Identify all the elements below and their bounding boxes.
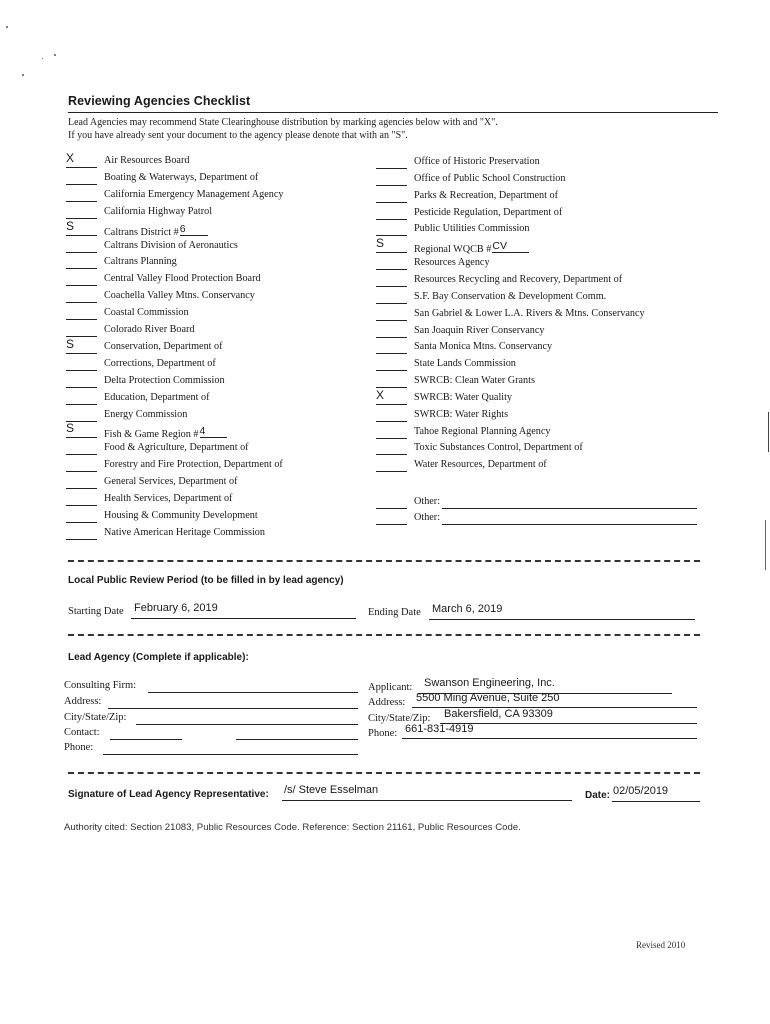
agency-name: Public Utilities Commission [414, 223, 530, 235]
check-blank[interactable] [376, 341, 407, 354]
agency-name: SWRCB: Water Rights [414, 408, 509, 420]
agency-name: State Lands Commission [414, 358, 516, 370]
check-blank[interactable] [66, 375, 97, 388]
agency-label [414, 426, 551, 437]
check-blank[interactable] [376, 325, 407, 338]
agency-name: Parks & Recreation, Department of [414, 189, 558, 201]
agency-label [414, 341, 552, 352]
scan-speck [22, 74, 24, 76]
agency-label [414, 442, 583, 453]
agency-name: SWRCB: Clean Water Grants [414, 375, 535, 387]
agency-label [104, 425, 227, 440]
check-blank[interactable] [66, 442, 97, 455]
agency-name: Santa Monica Mtns. Conservancy [414, 341, 553, 353]
agency-name: Resources Recycling and Recovery, Department of [414, 273, 623, 285]
check-blank[interactable] [376, 156, 407, 169]
agency-label [104, 240, 238, 251]
agency-name: Caltrans Division of Aeronautics [104, 239, 238, 251]
other-label: Other: [414, 512, 441, 523]
scan-speck [42, 58, 43, 59]
lead-agency-heading: Lead Agency (Complete if applicable): [68, 652, 249, 663]
applicant-phone-value[interactable]: 661-831-4919 [405, 723, 474, 735]
intro-line-2: If you have already sent your document to the agency please denote that with an "S". [68, 130, 408, 141]
check-blank[interactable] [66, 476, 97, 489]
check-blank[interactable] [66, 240, 97, 253]
phone-line[interactable] [103, 754, 358, 755]
agency-label [414, 358, 516, 369]
agency-label [104, 493, 232, 504]
agency-name: Corrections, Department of [104, 357, 216, 369]
agency-label [414, 274, 622, 285]
check-blank[interactable] [376, 375, 407, 388]
agency-label [414, 190, 558, 201]
contact-line[interactable] [110, 739, 182, 740]
agency-label [104, 189, 283, 200]
starting-date-value[interactable]: February 6, 2019 [134, 602, 218, 614]
agency-number[interactable]: 6 [180, 223, 208, 236]
agency-label [414, 459, 547, 470]
agency-name: Coachella Valley Mtns. Conservancy [104, 290, 255, 302]
agency-label [104, 341, 223, 352]
check-blank[interactable] [66, 336, 97, 354]
address-label: Address: [64, 696, 102, 707]
starting-date-label: Starting Date [68, 606, 124, 617]
check-blank[interactable] [66, 290, 97, 303]
agency-name: Toxic Substances Control, Department of [414, 442, 583, 454]
agency-label [414, 375, 535, 386]
agency-label [104, 442, 249, 453]
agency-label [104, 409, 187, 420]
check-blank[interactable] [376, 512, 407, 525]
agency-label [414, 409, 508, 420]
signature-value[interactable]: /s/ Steve Esselman [284, 784, 379, 796]
agency-label [104, 527, 265, 538]
intro-line-1: Lead Agencies may recommend State Clearinghouse distribution by marking agencies below with and "X". [68, 117, 498, 128]
ending-date-label: Ending Date [368, 607, 421, 618]
check-blank[interactable] [376, 409, 407, 422]
consulting-firm-label: Consulting Firm: [64, 680, 137, 691]
scan-speck [54, 54, 56, 56]
agency-name: Office of Historic Preservation [414, 156, 540, 167]
applicant-city-line [440, 723, 697, 724]
agency-label [104, 459, 283, 470]
agency-name: S.F. Bay Conservation & Development Comm. [414, 290, 607, 302]
agency-name: Water Resources, Department of [414, 459, 547, 471]
check-blank[interactable] [376, 459, 407, 472]
agency-label [414, 291, 606, 302]
agency-name: Energy Commission [104, 408, 188, 420]
city-state-zip-label: City/State/Zip: [64, 712, 127, 723]
agency-name: Housing & Community Development [104, 509, 258, 521]
page-title: Reviewing Agencies Checklist [68, 94, 251, 108]
signature-line [282, 800, 572, 801]
agency-label [104, 155, 189, 166]
ending-date-value[interactable]: March 6, 2019 [432, 603, 503, 615]
check-blank[interactable] [376, 173, 407, 186]
agency-name: Food & Agriculture, Department of [104, 442, 249, 454]
address-line[interactable] [108, 708, 358, 709]
check-blank[interactable] [66, 273, 97, 286]
check-blank[interactable] [376, 308, 407, 321]
agency-label [414, 173, 565, 184]
agency-name: Boating & Waterways, Department of [104, 171, 259, 183]
agency-label [414, 257, 490, 268]
agency-name: Coastal Commission [104, 307, 189, 319]
agency-name: Pesticide Regulation, Department of [414, 206, 563, 218]
agency-name: SWRCB: Water Quality [414, 391, 513, 403]
scan-edge-mark [768, 412, 769, 452]
check-blank[interactable] [66, 421, 97, 438]
contact-line[interactable] [236, 739, 358, 740]
section-divider [68, 560, 700, 562]
revised-note: Revised 2010 [636, 940, 686, 950]
agency-number[interactable]: 4 [200, 425, 228, 438]
check-blank[interactable] [66, 493, 97, 506]
check-blank[interactable] [66, 151, 97, 168]
check-blank[interactable] [376, 358, 407, 371]
agency-name: Delta Protection Commission [104, 374, 225, 386]
agency-name: Education, Department of [104, 391, 210, 403]
check-blank[interactable] [376, 223, 407, 236]
starting-date-line [131, 618, 356, 619]
applicant-address-value[interactable]: 5500 Ming Avenue, Suite 250 [416, 692, 560, 704]
check-blank[interactable] [66, 409, 97, 422]
review-period-heading: Local Public Review Period (to be filled in by lead agency) [68, 575, 344, 586]
check-mark: X [376, 387, 385, 402]
agency-label [414, 325, 544, 336]
date-value[interactable]: 02/05/2019 [613, 785, 669, 797]
applicant-phone-line [402, 738, 697, 739]
authority-citation: Authority cited: Section 21083, Public Resources Code. Reference: Section 21161, Public Resources Code. [64, 822, 521, 833]
check-blank[interactable] [376, 190, 407, 203]
title-underline [68, 112, 718, 113]
agency-name: San Joaquin River Conservancy [414, 324, 545, 336]
date-line [612, 801, 700, 802]
check-blank[interactable] [66, 510, 97, 523]
agency-name: Conservation, Department of [104, 340, 223, 352]
signature-label: Signature of Lead Agency Representative: [68, 789, 269, 800]
check-blank[interactable] [66, 307, 97, 320]
agency-name: Tahoe Regional Planning Agency [414, 425, 551, 437]
agency-name: Native American Heritage Commission [104, 526, 265, 538]
applicant-phone-label: Phone: [368, 728, 398, 739]
check-blank[interactable] [66, 218, 97, 236]
applicant-city-value[interactable]: Bakersfield, CA 93309 [444, 708, 553, 720]
other-entry-line[interactable] [442, 508, 697, 509]
city-state-zip-line[interactable] [136, 724, 358, 725]
agency-label [104, 510, 258, 521]
check-mark: S [66, 336, 75, 351]
check-blank[interactable] [66, 206, 97, 219]
check-blank[interactable] [376, 442, 407, 455]
date-label: Date: [585, 790, 611, 801]
section-divider [68, 772, 700, 774]
check-blank[interactable] [66, 172, 97, 185]
agency-name: Office of Public School Construction [414, 172, 566, 184]
consulting-firm-line[interactable] [148, 692, 358, 693]
agency-label [104, 324, 195, 335]
scan-edge-mark [765, 520, 766, 570]
agency-name: Regional WQCB # [414, 244, 492, 256]
check-blank[interactable] [66, 392, 97, 405]
check-mark: S [66, 218, 75, 233]
agency-name: San Gabriel & Lower L.A. Rivers & Mtns. Conservancy [414, 307, 645, 319]
check-blank[interactable] [66, 459, 97, 472]
agency-label [104, 307, 189, 318]
check-blank[interactable] [376, 257, 407, 270]
agency-name: Health Services, Department of [104, 493, 233, 504]
check-blank[interactable] [66, 324, 97, 337]
check-blank[interactable] [376, 236, 407, 253]
agency-label [104, 256, 177, 267]
section-divider [68, 634, 700, 636]
agency-name: Caltrans District # [104, 226, 179, 238]
check-blank[interactable] [376, 207, 407, 220]
check-mark: S [376, 236, 385, 251]
check-blank[interactable] [66, 256, 97, 269]
check-blank[interactable] [66, 527, 97, 540]
phone-label: Phone: [64, 742, 94, 753]
check-mark: S [66, 421, 75, 436]
agency-name: General Services, Department of [104, 476, 238, 488]
agency-label [104, 206, 212, 217]
agency-name: Central Valley Flood Protection Board [104, 273, 261, 285]
agency-label [104, 172, 258, 183]
applicant-value[interactable]: Swanson Engineering, Inc. [424, 677, 555, 689]
other-entry-line[interactable] [442, 524, 697, 525]
agency-label [414, 207, 562, 218]
agency-label [414, 156, 540, 167]
check-blank[interactable] [376, 274, 407, 287]
agency-label [104, 273, 261, 284]
check-blank[interactable] [376, 291, 407, 304]
agency-label [104, 392, 210, 403]
agency-label [414, 308, 645, 319]
agency-number[interactable]: CV [492, 240, 529, 253]
applicant-city-label: City/State/Zip: [368, 713, 431, 724]
agency-label [414, 223, 529, 234]
other-label: Other: [414, 496, 441, 507]
agency-label [104, 476, 238, 487]
check-blank[interactable] [66, 189, 97, 202]
agency-name: California Highway Patrol [104, 205, 213, 217]
scan-speck [6, 26, 8, 28]
agency-name: Colorado River Board [104, 324, 195, 335]
agency-label [414, 240, 529, 255]
contact-label: Contact: [64, 727, 100, 738]
check-blank[interactable] [66, 358, 97, 371]
agency-name: Resources Agency [414, 257, 490, 269]
agency-label [104, 358, 216, 369]
agency-label [104, 223, 208, 238]
agency-label [414, 392, 512, 403]
applicant-address-label: Address: [368, 697, 406, 708]
agency-name: Caltrans Planning [104, 256, 177, 268]
check-blank[interactable] [376, 496, 407, 509]
applicant-label: Applicant: [368, 682, 413, 693]
check-mark: X [66, 151, 75, 165]
agency-label [104, 375, 225, 386]
agency-name: Air Resources Board [104, 155, 190, 166]
check-blank[interactable] [376, 387, 407, 405]
agency-name: Forestry and Fire Protection, Department of [104, 459, 283, 471]
agency-label [104, 290, 255, 301]
agency-name: Fish & Game Region # [104, 429, 199, 441]
ending-date-line [429, 619, 695, 620]
agency-name: California Emergency Management Agency [104, 188, 284, 200]
check-blank[interactable] [376, 426, 407, 439]
